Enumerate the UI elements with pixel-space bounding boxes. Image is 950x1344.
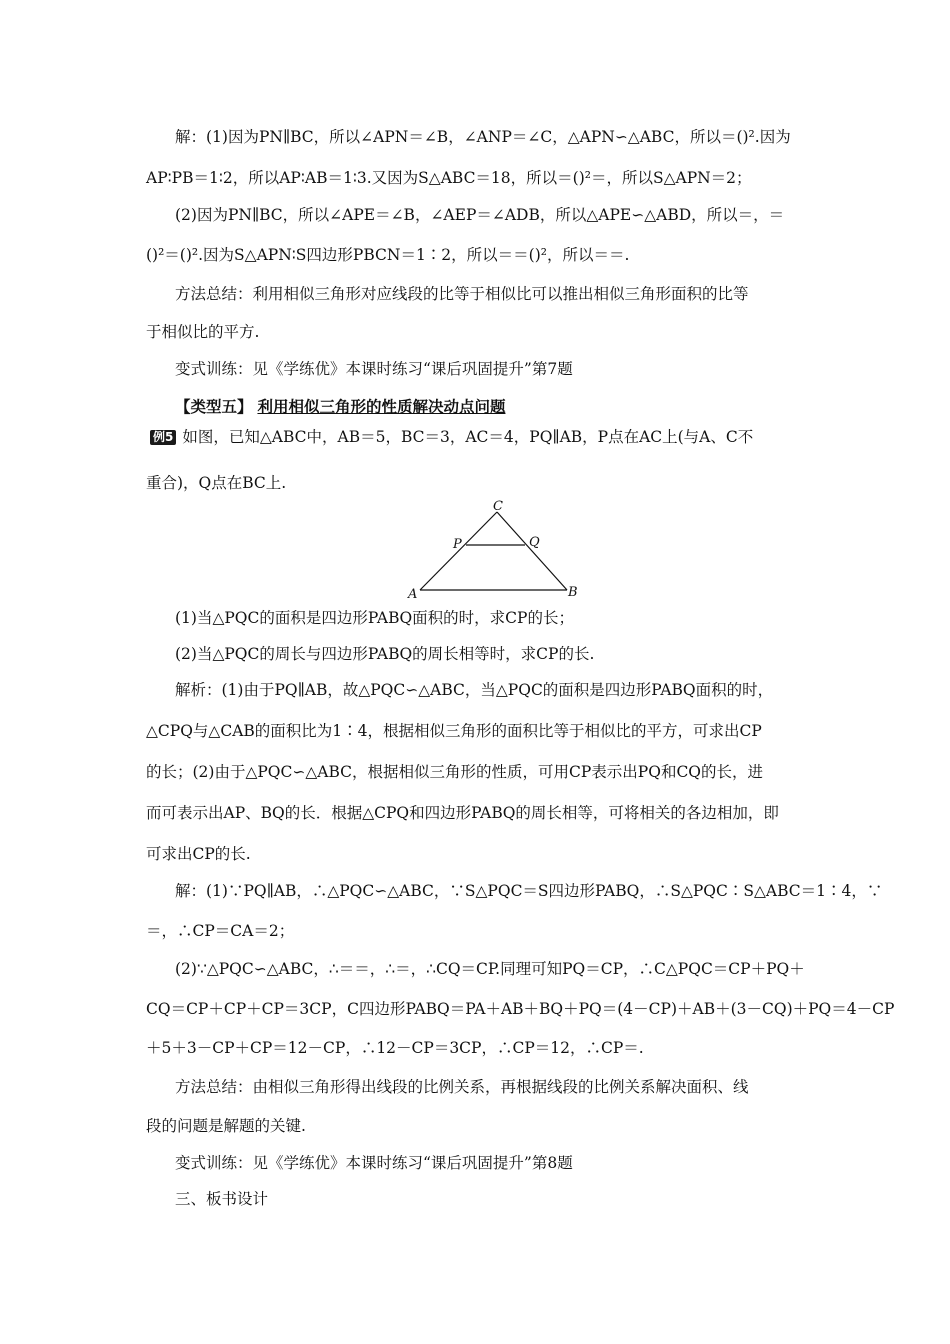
solution5-line-2: ＝，∴CP＝CA＝2； bbox=[146, 922, 295, 940]
question-1: (1)当△PQC的面积是四边形PABQ面积的时，求CP的长； bbox=[175, 609, 574, 627]
example5-text-1: 如图，已知△ABC中，AB＝5，BC＝3，AC＝4，PQ∥AB，P点在AC上(与A、C不 bbox=[182, 428, 754, 446]
solution4-line-2: AP∶PB＝1∶2，所以AP∶AB＝1∶3.又因为S△ABC＝18，所以＝()²＝，所以S△APN＝2； bbox=[146, 169, 752, 187]
type5-title: 利用相似三角形的性质解决动点问题 bbox=[257, 397, 506, 416]
summary4-line-1: 方法总结：利用相似三角形对应线段的比等于相似比可以推出相似三角形面积的比等 bbox=[175, 285, 749, 303]
label-q: Q bbox=[529, 535, 540, 550]
solution5-line-3: (2)∵△PQC∽△ABC，∴＝＝，∴＝，∴CQ＝CP.同理可知PQ＝CP，∴C△PQC＝CP＋PQ＋ bbox=[175, 960, 805, 978]
analysis-line-2: △CPQ与△CAB的面积比为1∶4，根据相似三角形的面积比等于相似比的平方，可求出CP bbox=[146, 722, 762, 740]
label-a: A bbox=[408, 587, 418, 602]
solution4-line-4: ()²＝()².因为S△APN∶S四边形PBCN＝1∶2，所以＝＝()²，所以＝＝. bbox=[146, 246, 630, 264]
section-3-heading: 三、板书设计 bbox=[175, 1190, 269, 1208]
solution4-line-1: 解：(1)因为PN∥BC，所以∠APN＝∠B，∠ANP＝∠C，△APN∽△ABC，所以＝()².因为 bbox=[175, 128, 791, 146]
label-c: C bbox=[493, 499, 503, 514]
triangle-figure bbox=[400, 498, 590, 602]
example5-line-1 bbox=[150, 426, 830, 448]
practice5-line: 变式训练：见《学练优》本课时练习“课后巩固提升”第8题 bbox=[175, 1154, 573, 1172]
solution4-line-3: (2)因为PN∥BC，所以∠APE＝∠B，∠AEP＝∠ADB，所以△APE∽△ABD，所以＝，＝ bbox=[175, 206, 785, 224]
label-p: P bbox=[453, 537, 462, 552]
solution5-line-1: 解：(1)∵PQ∥AB，∴△PQC∽△ABC，∵S△PQC＝S四边形PABQ，∴S△PQC∶S△ABC＝1∶4，∵ bbox=[175, 882, 883, 900]
analysis-line-4: 而可表示出AP、BQ的长．根据△CPQ和四边形PABQ的周长相等，可将相关的各边相加，即 bbox=[146, 804, 779, 822]
label-b: B bbox=[568, 585, 578, 600]
type5-tag: 【类型五】 bbox=[175, 397, 253, 416]
practice4-line: 变式训练：见《学练优》本课时练习“课后巩固提升”第7题 bbox=[175, 360, 573, 378]
analysis-line-3: 的长；(2)由于△PQC∽△ABC，根据相似三角形的性质，可用CP表示出PQ和CQ的长，进 bbox=[146, 763, 764, 781]
solution5-line-4: CQ＝CP＋CP＋CP＝3CP，C四边形PABQ＝PA＋AB＋BQ＋PQ＝(4－CP)＋AB＋(3－CQ)＋PQ＝4－CP bbox=[146, 1000, 895, 1018]
side-bc bbox=[497, 512, 567, 590]
summary5-line-2: 段的问题是解题的关键. bbox=[146, 1117, 306, 1135]
analysis-line-1: 解析：(1)由于PQ∥AB，故△PQC∽△ABC，当△PQC的面积是四边形PABQ面积的时， bbox=[175, 681, 774, 699]
question-2: (2)当△PQC的周长与四边形PABQ的周长相等时，求CP的长. bbox=[175, 645, 595, 663]
type5-heading bbox=[175, 396, 855, 418]
analysis-line-5: 可求出CP的长. bbox=[146, 845, 251, 863]
solution5-line-5: ＋5＋3－CP＋CP＝12－CP，∴12－CP＝3CP，∴CP＝12，∴CP＝. bbox=[146, 1039, 644, 1057]
summary5-line-1: 方法总结：由相似三角形得出线段的比例关系，再根据线段的比例关系解决面积、线 bbox=[175, 1078, 749, 1096]
summary4-line-2: 于相似比的平方. bbox=[146, 323, 260, 341]
example-badge: 例5 bbox=[150, 430, 176, 445]
example5-line-2: 重合)，Q点在BC上. bbox=[146, 474, 287, 492]
